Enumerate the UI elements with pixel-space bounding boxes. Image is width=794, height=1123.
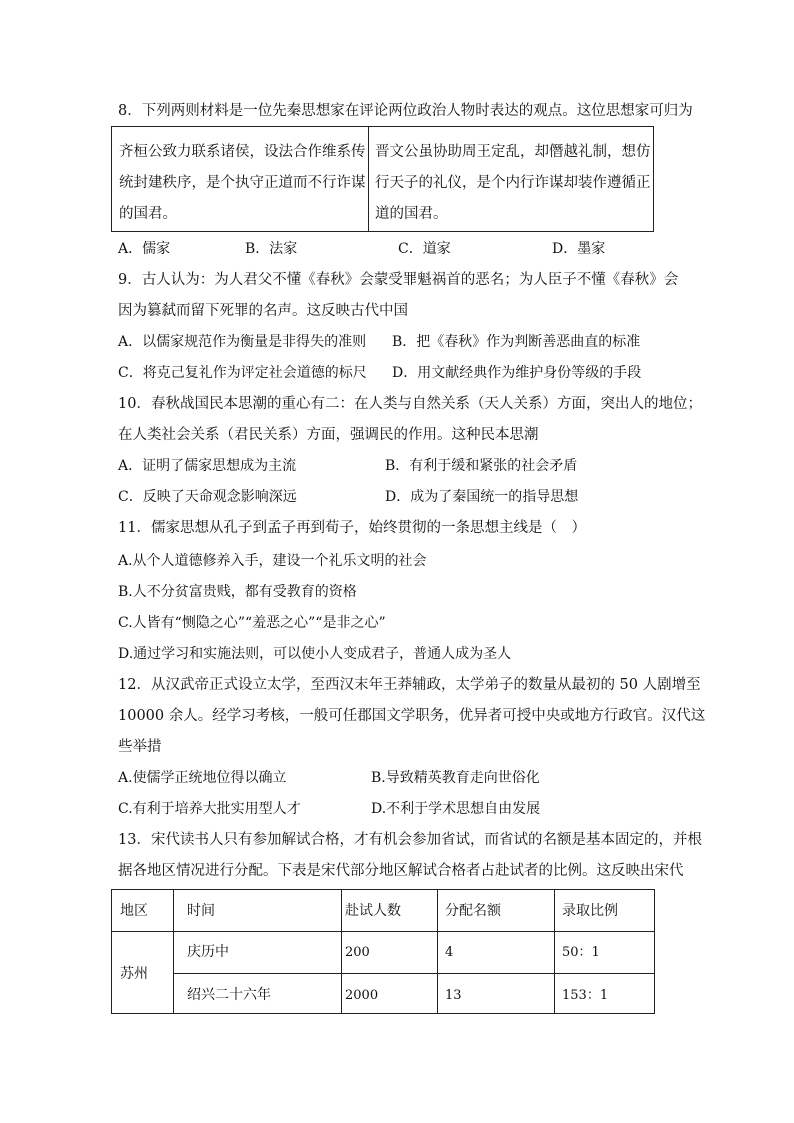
q11-option-a: A.从个人道德修养入手，建设一个礼乐文明的社会 bbox=[118, 553, 427, 569]
table-cell-time: 庆历中 bbox=[187, 944, 229, 960]
q10-option-c: C．反映了天命观念影响深远 bbox=[118, 489, 297, 505]
question-8-stem: 8．下列两则材料是一位先秦思想家在评论两位政治人物时表达的观点。这位思想家可归为 bbox=[118, 103, 693, 119]
table-header-ratio: 录取比例 bbox=[562, 903, 618, 919]
table-cell-quota: 4 bbox=[445, 945, 454, 960]
question-12-stem-line: 些举措 bbox=[118, 739, 162, 755]
q12-option-d: D.不利于学术思想自由发展 bbox=[371, 801, 541, 817]
q8-option-c: C．道家 bbox=[398, 241, 451, 257]
question-9-stem-line: 9．古人认为：为人君父不懂《春秋》会蒙受罪魁祸首的恶名；为人臣子不懂《春秋》会 bbox=[118, 272, 679, 288]
table-cell-time: 绍兴二十六年 bbox=[187, 987, 271, 1003]
table-cell-region: 苏州 bbox=[120, 966, 148, 982]
question-12-stem-line: 12．从汉武帝正式设立太学，至西汉末年王莽辅政，太学弟子的数量从最初的 50 人剧增至 bbox=[118, 677, 701, 693]
q9-option-c: C．将克己复礼作为评定社会道德的标尺 bbox=[118, 365, 367, 381]
question-13-stem-line: 据各地区情况进行分配。下表是宋代部分地区解试合格者占赴试者的比例。这反映出宋代 bbox=[118, 863, 684, 879]
q10-option-a: A．证明了儒家思想成为主流 bbox=[118, 458, 297, 474]
table-column-divider bbox=[173, 890, 174, 1013]
material-right-cell bbox=[375, 137, 650, 230]
table-cell-examinees: 2000 bbox=[345, 988, 379, 1003]
material-right-line: 行天子的礼仪，是个内行诈谋却装作遵循正 bbox=[375, 175, 651, 191]
q10-option-b: B．有利于缓和紧张的社会矛盾 bbox=[385, 458, 578, 474]
q11-option-d: D.通过学习和实施法则，可以使小人变成君子，普通人成为圣人 bbox=[118, 646, 512, 662]
q9-option-d: D．用文献经典作为维护身份等级的手段 bbox=[392, 365, 642, 381]
table-row-divider bbox=[112, 931, 654, 932]
question-10-stem-line: 10．春秋战国民本思潮的重心有二：在人类与自然关系（天人关系）方面，突出人的地位； bbox=[118, 396, 702, 412]
material-left-line: 齐桓公致力联系诸侯，设法合作维系传 bbox=[119, 144, 366, 160]
q11-option-b: B.人不分贫富贵贱，都有受教育的资格 bbox=[118, 584, 357, 600]
material-left-line: 统封建秩序，是个执守正道而不行诈谋 bbox=[119, 175, 366, 191]
question-12-stem-line: 10000 余人。经学习考核，一般可任郡国文学职务，优异者可授中央或地方行政官。汉代这 bbox=[118, 708, 706, 724]
question-8-material-box bbox=[111, 126, 654, 232]
question-11-stem: 11．儒家思想从孔子到孟子再到荀子，始终贯彻的一条思想主线是（ ） bbox=[118, 520, 586, 536]
table-header-region: 地区 bbox=[120, 903, 148, 919]
q8-option-a: A．儒家 bbox=[118, 241, 171, 257]
q10-option-d: D．成为了秦国统一的指导思想 bbox=[385, 489, 579, 505]
table-header-quota: 分配名额 bbox=[445, 903, 501, 919]
material-right-line: 晋文公虽协助周王定乱，却僭越礼制，想仿 bbox=[375, 144, 651, 160]
question-10-stem-line: 在人类社会关系（君民关系）方面，强调民的作用。这种民本思潮 bbox=[118, 427, 539, 443]
table-row-divider bbox=[173, 973, 654, 974]
material-left-cell bbox=[119, 137, 364, 230]
table-header-examinees: 赴试人数 bbox=[345, 903, 401, 919]
q8-option-d: D．墨家 bbox=[552, 241, 606, 257]
material-right-line: 道的国君。 bbox=[375, 206, 448, 222]
q12-option-b: B.导致精英教育走向世俗化 bbox=[371, 770, 540, 786]
table-cell-ratio: 153：1 bbox=[562, 988, 609, 1003]
table-column-divider bbox=[437, 890, 438, 1013]
material-left-line: 的国君。 bbox=[119, 206, 177, 222]
table-header-time: 时间 bbox=[187, 903, 215, 919]
table-cell-ratio: 50：1 bbox=[562, 945, 600, 960]
table-column-divider bbox=[341, 890, 342, 1013]
material-divider bbox=[368, 127, 369, 231]
q9-option-a: A．以儒家规范作为衡量是非得失的准则 bbox=[118, 334, 367, 350]
q11-option-c: C.人皆有“恻隐之心”“羞恶之心”“是非之心” bbox=[118, 615, 386, 631]
table-cell-examinees: 200 bbox=[345, 945, 370, 960]
q9-option-b: B．把《春秋》作为判断善恶曲直的标准 bbox=[392, 334, 641, 350]
table-column-divider bbox=[554, 890, 555, 1013]
q12-option-c: C.有利于培养大批实用型人才 bbox=[118, 801, 301, 817]
question-13-stem-line: 13．宋代读书人只有参加解试合格，才有机会参加省试，而省试的名额是基本固定的，并根 bbox=[118, 832, 702, 848]
q8-option-b: B．法家 bbox=[245, 241, 298, 257]
q12-option-a: A.使儒学正统地位得以确立 bbox=[118, 770, 287, 786]
table-cell-quota: 13 bbox=[445, 988, 462, 1003]
admission-ratio-table bbox=[111, 889, 655, 1014]
question-9-stem-line: 因为篡弑而留下死罪的名声。这反映古代中国 bbox=[118, 303, 408, 319]
